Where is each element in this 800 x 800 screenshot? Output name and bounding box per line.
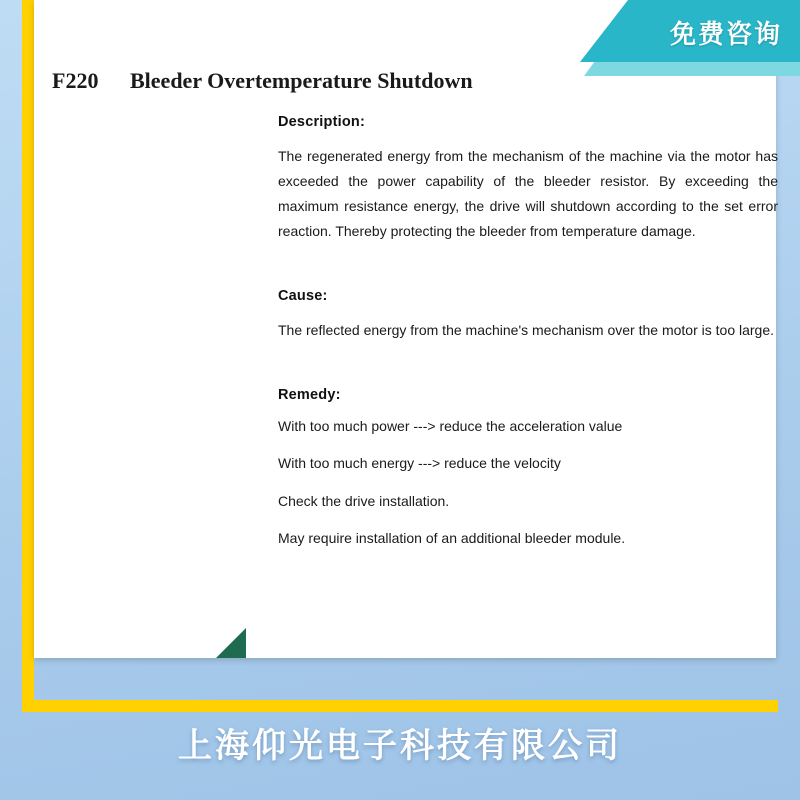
yellow-frame-left bbox=[22, 0, 34, 712]
cause-heading: Cause: bbox=[278, 287, 328, 304]
document-sheet bbox=[34, 0, 776, 658]
remedy-list bbox=[278, 417, 778, 549]
list-item: With too much power ---> reduce the acceleration value bbox=[278, 417, 623, 434]
document-body bbox=[278, 114, 778, 567]
promo-ribbon-label[interactable]: 免费咨询 bbox=[669, 20, 782, 50]
yellow-frame-bottom bbox=[22, 700, 778, 712]
list-item: May require installation of an additional bleeder module. bbox=[278, 530, 626, 547]
cause-text: The reflected energy from the machine's mechanism over the motor is too large. bbox=[278, 321, 775, 338]
list-item: With too much energy ---> reduce the velocity bbox=[278, 455, 561, 472]
list-item: Check the drive installation. bbox=[278, 492, 450, 509]
description-heading: Description: bbox=[278, 114, 365, 130]
page-fold-corner bbox=[216, 628, 246, 658]
description-text: The regenerated energy from the mechanism of the machine via the motor has exceeded the power capability of the bleeder resistor. By exceeding the maximum resistance energy, the drive will shutdown according to the set error reaction. Thereby protecting the bleeder from temperature damage. bbox=[278, 148, 778, 239]
company-watermark: 上海仰光电子科技有限公司 bbox=[178, 726, 622, 766]
error-code: F220 bbox=[52, 68, 99, 93]
remedy-heading: Remedy: bbox=[278, 386, 341, 403]
page-title bbox=[52, 68, 473, 94]
error-title: Bleeder Overtemperature Shutdown bbox=[130, 68, 473, 93]
